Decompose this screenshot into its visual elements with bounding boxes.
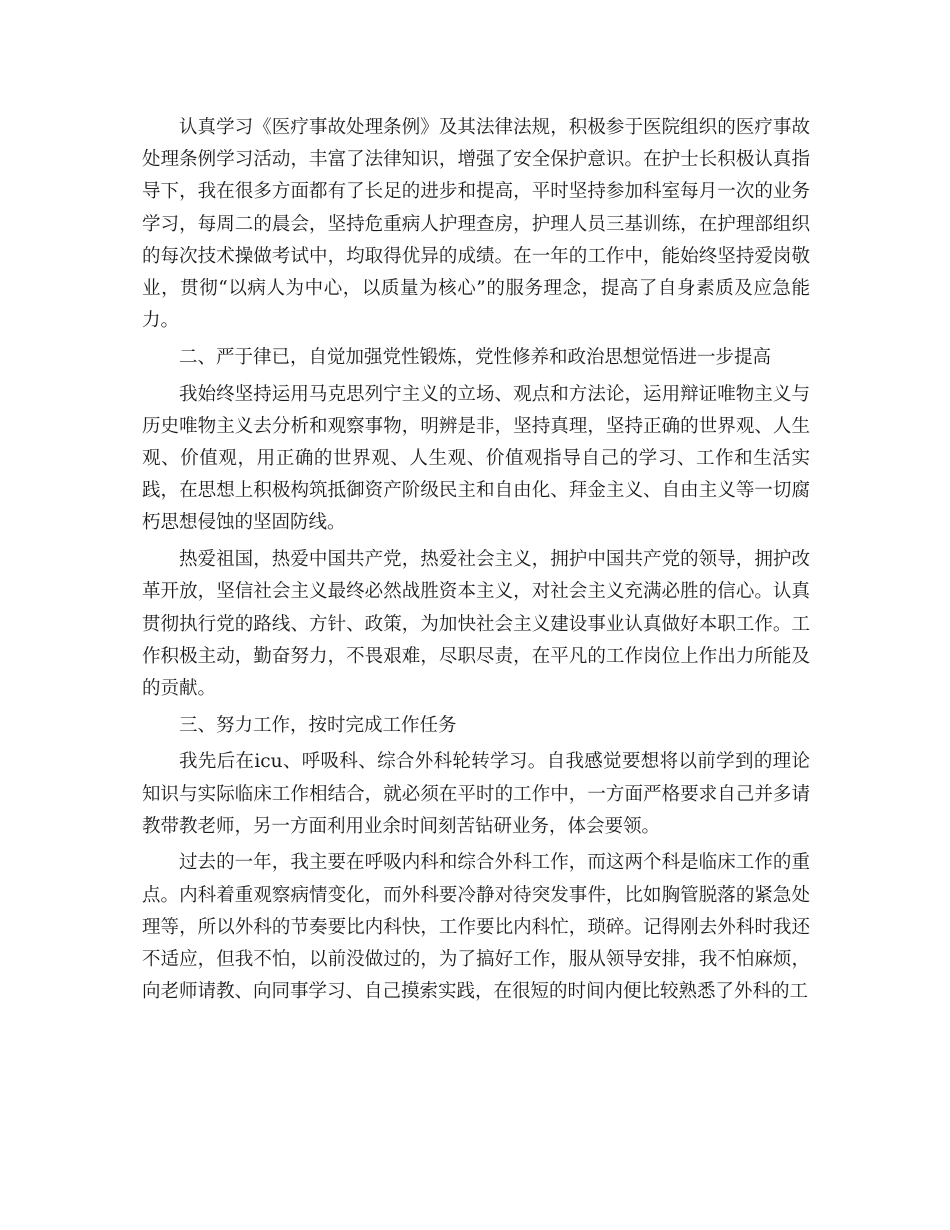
paragraph-rotation: 我先后在icu、呼吸科、综合外科轮转学习。自我感觉要想将以前学到的理论知识与实际临床工作相结合，就必须在平时的工作中，一方面严格要求自己并多请教带教老师，另一方面利用业余时间刻苦钻研业务，体会要领。 [142, 751, 810, 837]
section-heading-three: 三、努力工作，按时完成工作任务 [179, 714, 457, 736]
document-body [142, 112, 810, 1013]
section-heading-two: 二、严于律已，自觉加强党性锻炼，党性修养和政治思想觉悟进一步提高 [179, 346, 772, 368]
paragraph-patriotism: 热爱祖国，热爱中国共产党，热爱社会主义，拥护中国共产党的领导，拥护改革开放，坚信社会主义最终必然战胜资本主义，对社会主义充满必胜的信心。认真贯彻执行党的路线、方针、政策，为加快社会主义建设事业认真做好本职工作。工作积极主动，勤奋努力，不畏艰难，尽职尽责，在平凡的工作岗位上作出力所能及的贡献。 [142, 549, 810, 699]
paragraph-legal-study: 认真学习《医疗事故处理条例》及其法律法规，积极参于医院组织的医疗事故处理条例学习活动，丰富了法律知识，增强了安全保护意识。在护士长积极认真指导下，我在很多方面都有了长足的进步和提高，平时坚持参加科室每月一次的业务学习，每周二的晨会，坚持危重病人护理查房，护理人员三基训练，在护理部组织的每次技术操做考试中，均取得优异的成绩。在一年的工作中，能始终坚持爱岗敬业，贯彻“以病人为中心，以质量为核心”的服务理念，提高了自身素质及应急能力。 [142, 117, 810, 332]
paragraph-ideology: 我始终坚持运用马克思列宁主义的立场、观点和方法论，运用辩证唯物主义与历史唯物主义去分析和观察事物，明辨是非，坚持真理，坚持正确的世界观、人生观、价值观，用正确的世界观、人生观、价值观指导自己的学习、工作和生活实践，在思想上积极构筑抵御资产阶级民主和自由化、拜金主义、自由主义等一切腐朽思想侵蚀的坚固防线。 [142, 383, 810, 534]
paragraph-past-year: 过去的一年，我主要在呼吸内科和综合外科工作，而这两个科是临床工作的重点。内科着重观察病情变化，而外科要冷静对待突发事件，比如胸管脱落的紧急处理等，所以外科的节奏要比内科快，工作要比内科忙，琐碎。记得刚去外科时我还不适应，但我不怕，以前没做过的，为了搞好工作，服从领导安排，我不怕麻烦，向老师请教、向同事学习、自己摸索实践，在很短的时间内便比较熟悉了外科的工 [142, 852, 810, 1003]
